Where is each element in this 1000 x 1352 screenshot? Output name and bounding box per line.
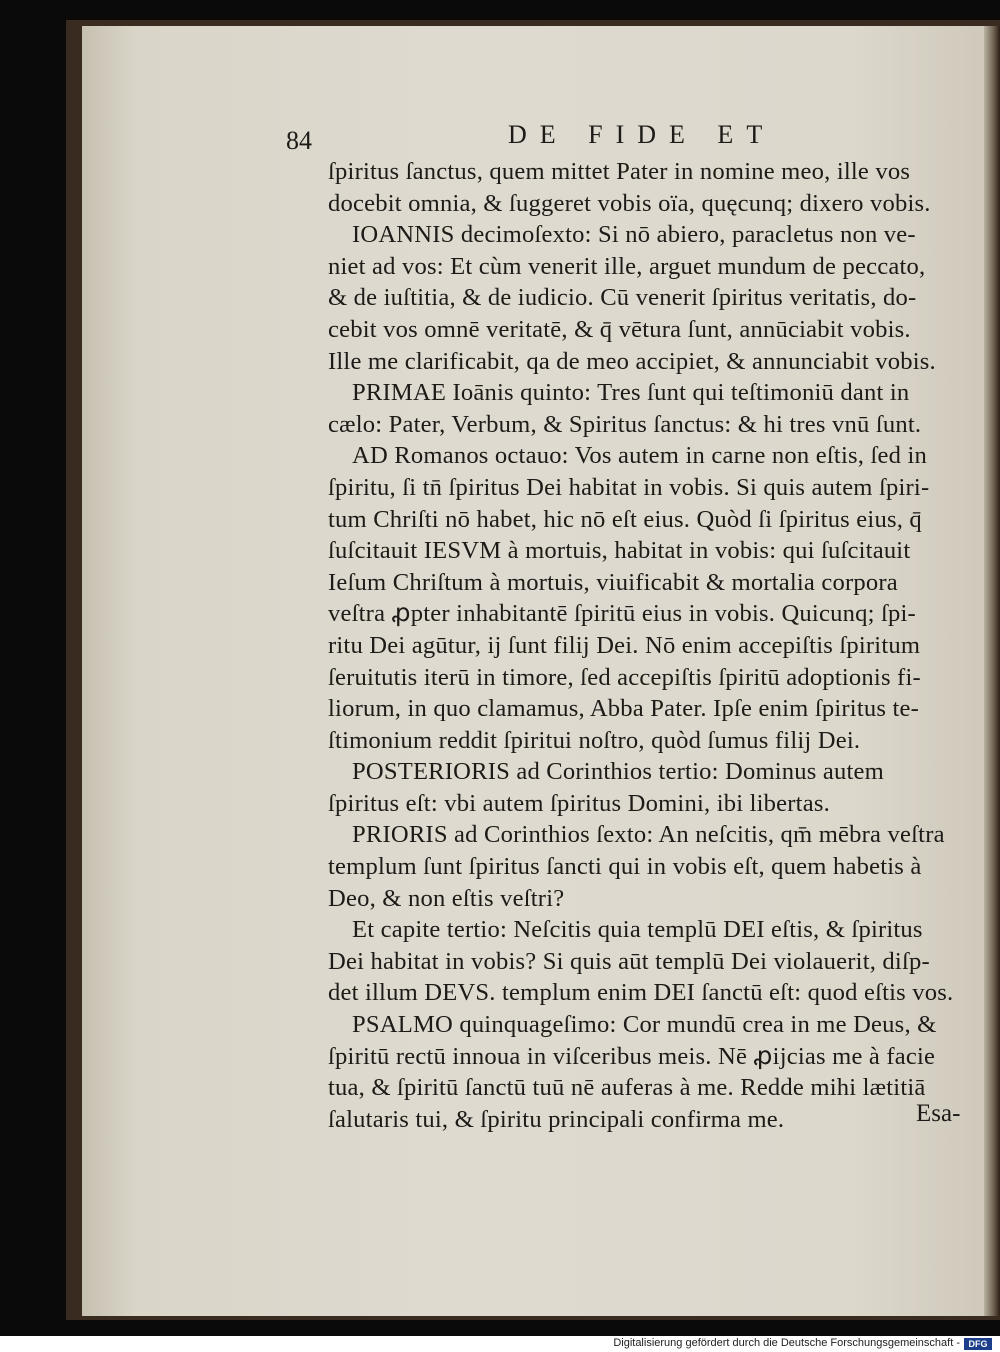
text-line: Ieſum Chriſtum à mortuis, viuificabit & mortalia corpora — [328, 568, 898, 596]
text-line: AD Romanos octauo: Vos autem in carne non eſtis, ſed in — [352, 442, 927, 470]
text-line: PSALMO quinquageſimo: Cor mundū crea in me Deus, & — [352, 1011, 937, 1039]
page-text-block — [280, 110, 970, 1133]
text-line: niet ad vos: Et cùm venerit ille, arguet mundum de peccato, — [328, 252, 926, 280]
text-line: PRIORIS ad Corinthios ſexto: An neſcitis, qm̄ mēbra veſtra — [352, 821, 945, 849]
text-line: liorum, in quo clamamus, Abba Pater. Ipſe enim ſpiritus te- — [328, 695, 920, 723]
text-line: & de iuſtitia, & de iudicio. Cū venerit ſpiritus veritatis, do- — [328, 284, 917, 312]
text-line: cælo: Pater, Verbum, & Spiritus ſanctus: & hi tres vnū ſunt. — [328, 410, 922, 438]
text-line: ſpiritus ſanctus, quem mittet Pater in nomine meo, ille vos — [328, 158, 911, 185]
text-line: ſuſcitauit IESVM à mortuis, habitat in vobis: qui ſuſcitauit — [328, 537, 911, 565]
text-line: Ille me clarificabit, qa de meo accipiet, & annunciabit vobis. — [328, 347, 936, 375]
funding-credit: Digitalisierung gefördert durch die Deutsche Forschungsgemeinschaft - — [613, 1337, 960, 1349]
text-line: templum ſunt ſpiritus ſancti qui in vobis eſt, quem habetis à — [328, 853, 922, 881]
text-line: ritu Dei agūtur, ij ſunt filij Dei. Nō enim accepiſtis ſpiritum — [328, 631, 921, 659]
text-line: Et capite tertio: Neſcitis quia templū DEI eſtis, & ſpiritus — [352, 916, 923, 944]
text-line: POSTERIORIS ad Corinthios tertio: Dominus autem — [352, 758, 885, 786]
text-line: veſtra ꝓpter inhabitantē ſpiritū eius in vobis. Quicunq; ſpi- — [328, 600, 916, 628]
page-edge — [984, 26, 1000, 1316]
text-line: Deo, & non eſtis veſtri? — [328, 884, 565, 912]
running-head: DE FIDE ET — [508, 120, 776, 149]
text-line: ſalutaris tui, & ſpiritu principali confirma me. — [328, 1105, 785, 1133]
text-line: IOANNIS decimoſexto: Si nō abiero, paracletus non ve- — [352, 221, 916, 249]
dfg-logo-icon: DFG — [964, 1338, 992, 1350]
text-line: tua, & ſpiritū ſanctū tuū nē auferas à me. Redde mihi lætitiā — [328, 1074, 926, 1102]
text-line: ſeruitutis iterū in timore, ſed accepiſtis ſpiritū adoptionis fi- — [328, 663, 921, 691]
page-header — [280, 110, 970, 156]
page-number: 84 — [286, 126, 312, 155]
text-line: cebit vos omnē veritatē, & q̄ vētura ſunt, annūciabit vobis. — [328, 315, 911, 343]
text-line: ſpiritū rectū innoua in viſceribus meis. Nē ꝓijcias me à facie — [328, 1042, 936, 1070]
text-line: ſpiritu, ſi tn̄ ſpiritus Dei habitat in vobis. Si quis autem ſpiri- — [328, 473, 930, 501]
text-line: PRIMAE Ioānis quinto: Tres ſunt qui teſtimoniū dant in — [352, 379, 910, 407]
text-line: det illum DEVS. templum enim DEI ſanctū eſt: quod eſtis vos. — [328, 979, 954, 1007]
text-line: ſpiritus eſt: vbi autem ſpiritus Domini, ibi libertas. — [328, 789, 830, 817]
text-line: Dei habitat in vobis? Si quis aūt templū Dei violauerit, diſp- — [328, 947, 930, 975]
text-line: ſtimonium reddit ſpiritui noſtro, quòd ſumus filij Dei. — [328, 726, 861, 754]
text-line: tum Chriſti nō habet, hic nō eſt eius. Quòd ſi ſpiritus eius, q̄ — [328, 505, 922, 533]
catchword: Esa- — [916, 1100, 961, 1127]
digitization-footer — [0, 1336, 1000, 1352]
body-text — [328, 156, 968, 1135]
text-line: docebit omnia, & ſuggeret vobis oïa, quęcunq; dixero vobis. — [328, 189, 931, 217]
